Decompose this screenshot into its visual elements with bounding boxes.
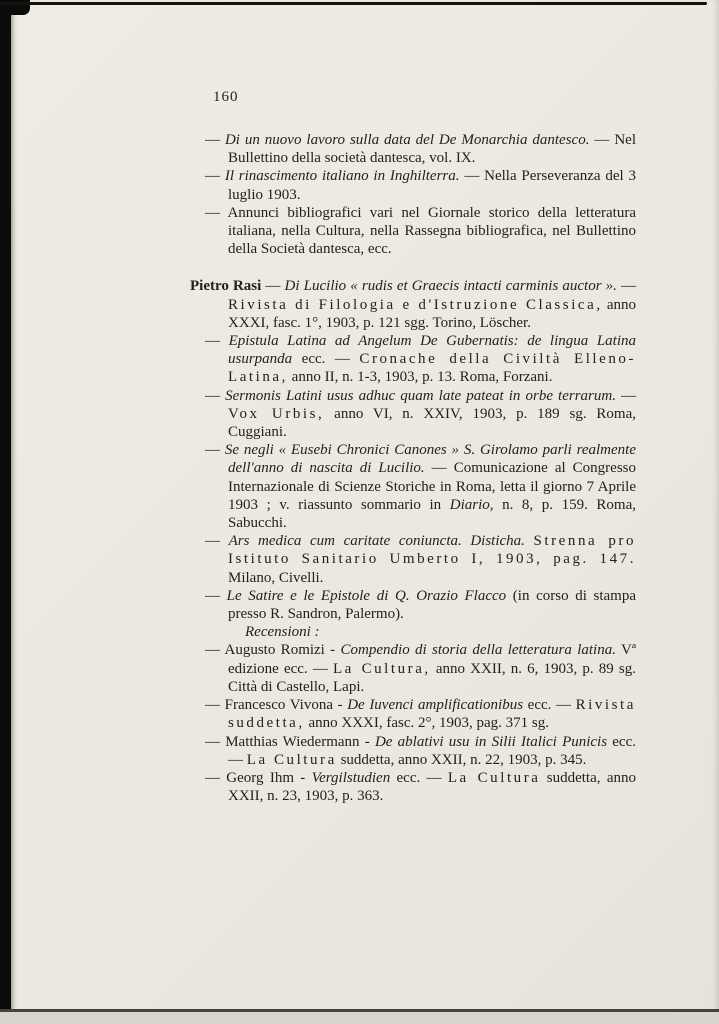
text-segment: — — [261, 278, 285, 295]
text-segment: Recensioni : — [245, 624, 320, 641]
text-segment: — — [205, 533, 229, 550]
text-segment: Pietro Rasi — [190, 278, 262, 295]
text-segment: — — [205, 333, 229, 350]
text-segment: — Annunci bibliografici vari nel Giornale storico della letteratura italiana, nella Cultura, nella Rassegna bibliografica, nel Bullettino della Società dantesca, ecc. — [205, 204, 636, 258]
text-segment: suddetta, anno XXII, n. 23, 1903, p. 363. — [228, 769, 636, 805]
text-segment: La Cultura — [246, 751, 337, 768]
scan-edge-left — [0, 0, 11, 1024]
text-segment: — Matthias Wiedermann - — [205, 733, 375, 750]
text-segment: — Francesco Vivona - — [205, 697, 348, 714]
text-segment: — — [616, 278, 637, 295]
text-segment: De ablativi usu in Silii Italici Punicis — [374, 733, 608, 750]
section-subheading — [190, 623, 636, 641]
bibliography-entry — [190, 769, 636, 805]
text-segment: anno XXXI, fasc. 1°, 1903, p. 121 sgg. Torino, Löscher. — [228, 296, 636, 331]
text-segment: Vª edizione ecc. — — [228, 642, 637, 677]
text-segment: La Cultura, — [332, 660, 431, 677]
text-segment: n. 8, p. 159. Roma, Sabucchi. — [228, 496, 636, 532]
text-segment: anno II, n. 1-3, 1903, p. 13. Roma, Forzani. — [287, 369, 553, 386]
text-segment: — Nel Bullettino della società dantesca, vol. IX. — [228, 132, 636, 167]
text-segment: anno XXII, n. 6, 1903, p. 89 sg. Città di Castello, Lapi. — [228, 660, 636, 695]
bibliography-entry — [190, 167, 636, 203]
text-segment: suddetta, anno XXII, n. 22, 1903, p. 345. — [336, 751, 587, 768]
text-segment: Vergilstudien — [311, 769, 391, 786]
text-segment: Le Satire e le Epistole di Q. Orazio Flacco — [226, 587, 507, 604]
text-segment: Rivista suddetta, — [228, 697, 636, 732]
text-segment: Il rinascimento italiano in Inghilterra. — [224, 168, 460, 185]
page-number: 160 — [213, 89, 239, 105]
text-segment: Di un nuovo lavoro sulla data del De Monarchia dantesco. — [224, 132, 590, 148]
bibliography-entry — [190, 696, 636, 732]
text-segment: — Comunicazione al Congresso Internazionale di Scienze Storiche in Roma, letta il giorno 7 Aprile 1903 ; v. riassunto sommario in — [228, 460, 637, 513]
text-segment: Sermonis Latini usus adhuc quam late pateat in orbe terrarum. — [225, 387, 616, 404]
bibliography-entry — [190, 641, 636, 696]
text-segment: Di Lucilio « rudis et Graecis intacti carminis auctor ». — [284, 278, 617, 295]
text-segment: Cronache della Civiltà Elleno-Latina, — [228, 351, 636, 386]
bibliography-entry — [190, 204, 636, 259]
bibliography-entry — [190, 332, 636, 387]
bibliography-entry — [190, 131, 636, 167]
text-segment: — — [205, 168, 225, 185]
bibliography-entry — [190, 277, 636, 332]
text-segment: — Augusto Romizi - — [205, 642, 341, 659]
text-segment: — — [205, 587, 227, 604]
text-segment: Strenna pro Istituto Sanitario Umberto I, 1903, pag. 147. — [228, 533, 637, 568]
text-segment: — — [615, 387, 637, 404]
text-segment: anno VI, n. XXIV, 1903, p. 189 sg. Roma, Cuggiani. — [228, 405, 637, 441]
scan-edge-top — [0, 2, 707, 5]
text-segment: — — [205, 442, 225, 459]
text-segment: (in corso di stampa presso R. Sandron, Palermo). — [228, 587, 636, 623]
text-segment: Vox Urbis, — [228, 405, 325, 422]
text-segment: ecc. — — [228, 733, 637, 768]
bibliography-entry — [190, 587, 636, 623]
text-segment: De Iuvenci amplificationibus — [347, 697, 524, 714]
text-segment: Epistula Latina ad Angelum De Gubernatis: de lingua Latina usurpanda — [228, 333, 637, 368]
text-segment: — Georg Ihm - — [205, 769, 312, 786]
text-segment: ecc. — — [292, 351, 360, 368]
text-segment: — Nella Perseveranza del 3 luglio 1903. — [228, 168, 637, 203]
text-segment: Diario, — [449, 496, 494, 513]
bibliography-entry — [190, 441, 636, 532]
text-segment: Rivista di Filologia e d'Istruzione Classica, — [228, 296, 603, 313]
text-segment: — — [205, 387, 226, 404]
text-segment: Se negli « Eusebi Chronici Canones » S. Girolamo parli realmente dell'anno di nascita di Lucilio. — [224, 442, 636, 477]
text-segment: anno XXXI, fasc. 2°, 1903, pag. 371 sg. — [304, 715, 549, 732]
bibliography-entry — [190, 733, 636, 769]
text-segment: ecc. — — [390, 769, 448, 786]
text-segment: La Cultura — [447, 769, 541, 786]
text-segment: ecc. — — [523, 697, 576, 714]
text-segment — [525, 533, 534, 549]
text-block — [190, 131, 636, 805]
scan-edge-bottom-shadow — [0, 1012, 719, 1024]
text-segment: Compendio di storia della letteratura latina. — [340, 642, 616, 659]
text-segment: Ars medica cum caritate coniuncta. Disticha. — [228, 533, 525, 550]
text-segment: Milano, Civelli. — [228, 569, 324, 586]
text-segment: — — [205, 132, 225, 148]
bibliography-entry — [190, 387, 636, 442]
bibliography-entry — [190, 532, 636, 587]
